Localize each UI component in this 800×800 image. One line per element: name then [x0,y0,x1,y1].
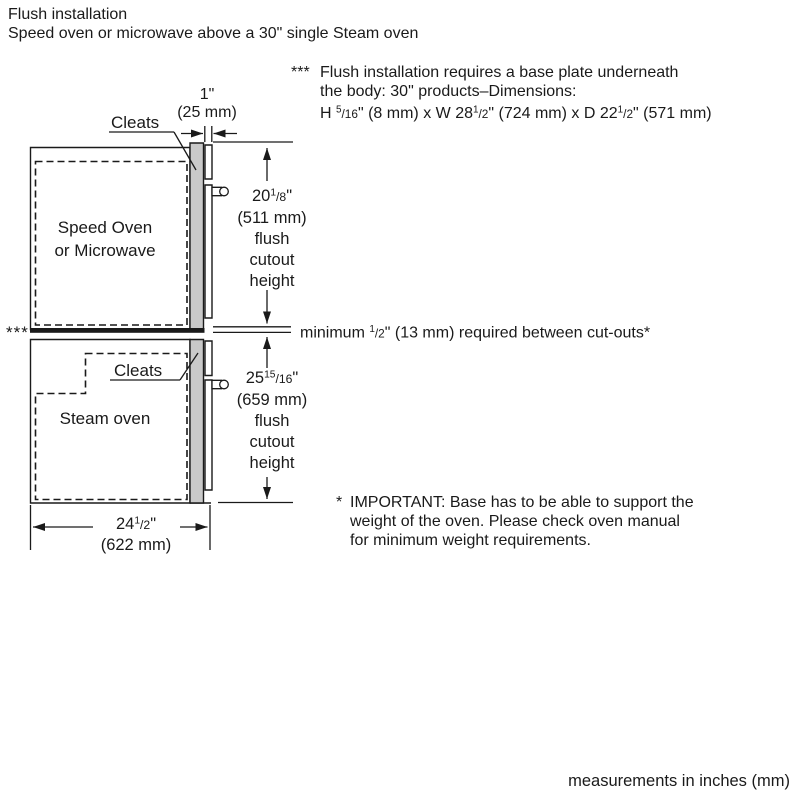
page-title: Flush installation [8,6,128,23]
upper-flush-strip-bottom [205,185,212,318]
base-plate-note-text [320,63,712,124]
upper-height-dim-label: $20^1/8$" (511 mm) flush cutout height [237,186,307,290]
cleats-label-lower: Cleats [114,361,163,380]
lower-height-dim-label: $25^{15}/16$" (659 mm) flush cutout height [236,368,308,472]
width-mm: (622 mm) [100,535,172,554]
upper-cleat-bar [190,143,204,329]
gap-requirement-note: minimum $^1$/2" (13 mm) required between cut-outs* [300,324,651,342]
base-plate-dimensions-spec: H $^5$/16" (8 mm) x W $28^1/2$" (724 mm) x D $22^1/2$" (571 mm) [320,105,712,123]
lower-flush-strip-bottom [205,380,212,490]
important-note-marker: * [336,494,343,511]
base-plate-note-line1: Flush installation requires a base plate underneath [320,64,679,81]
upper-flush-strip-top [205,145,212,179]
base-plate-note-marker: *** [291,64,310,81]
important-note [336,493,694,550]
width-dim-label [66,511,206,555]
cleats-label-upper: Cleats [111,113,160,132]
base-plate-note-line2: the body: 30" products–Dimensions: [320,83,577,100]
important-note-text: IMPORTANT: Base has to be able to support the weight of the oven. Please check oven manual for minimum weight requirements. [350,494,694,549]
lower-flush-strip-top [205,341,212,376]
cleat-depth-dimension [181,126,237,142]
width-value: $24^1/2$" [115,514,157,533]
lower-compartment-label: Steam oven [59,409,151,428]
cleat-depth-label-mm: (25 mm) [177,104,237,121]
lower-height-value: $25^{15}/16$" [245,368,299,387]
upper-height-value: $20^1/8$" [251,186,293,205]
base-plate-bar [30,328,205,333]
lower-cleat-bar [190,340,204,504]
upper-height-mm: (511 mm) [237,208,307,227]
base-plate-marker: *** [6,323,29,342]
units-note: measurements in inches (mm) [568,772,790,790]
lower-height-mm: (659 mm) [236,390,308,409]
base-plate-note [291,63,712,124]
page-subtitle: Speed oven or microwave above a 30" single Steam oven [8,25,419,42]
cleat-depth-label-inches: 1" [199,86,215,103]
upper-compartment-label: Speed Oven or Microwave [54,218,156,260]
